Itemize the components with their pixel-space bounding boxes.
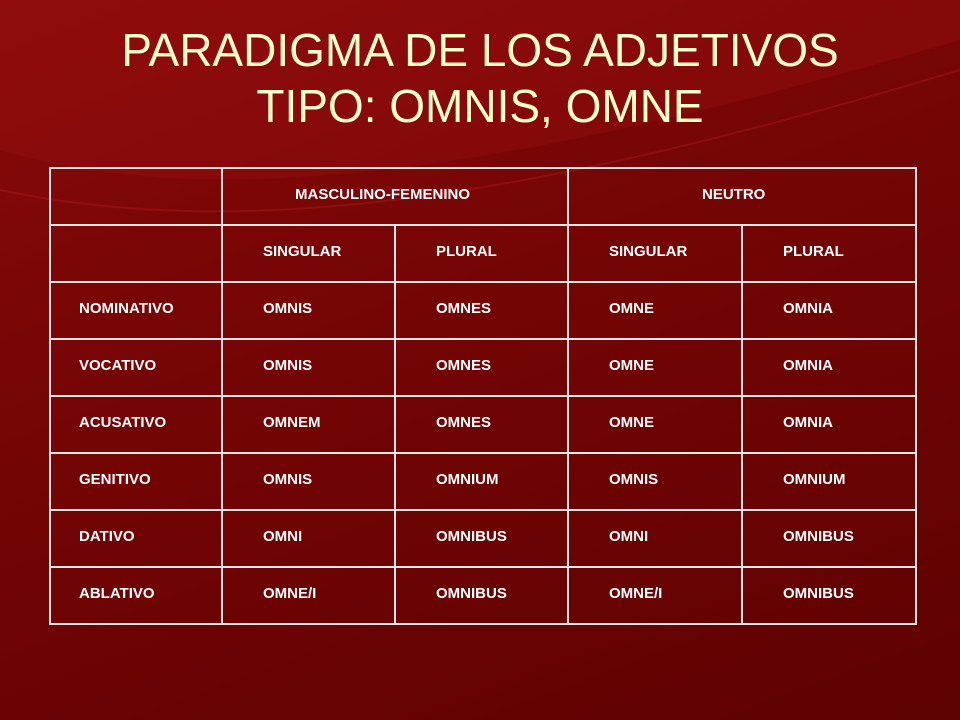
table-row: [50, 510, 916, 567]
table-cell: OMNI: [222, 510, 395, 567]
table-cell: OMNE/I: [222, 567, 395, 624]
table-cell: OMNIA: [742, 396, 916, 453]
page-title: [0, 22, 960, 134]
table-row: [50, 453, 916, 510]
table-cell: OMNIBUS: [742, 510, 916, 567]
adjective-paradigm-table: [49, 167, 917, 625]
table-cell: OMNE: [568, 339, 742, 396]
table-cell: OMNE/I: [568, 567, 742, 624]
case-label: ABLATIVO: [50, 567, 222, 624]
title-line-2: TIPO: OMNIS, OMNE: [256, 80, 704, 132]
table-cell: OMNIUM: [395, 453, 568, 510]
table-cell: OMNIBUS: [395, 567, 568, 624]
table-cell: OMNIS: [222, 339, 395, 396]
table-cell: OMNIA: [742, 339, 916, 396]
table-row: [50, 339, 916, 396]
number-header-plural: PLURAL: [395, 225, 568, 282]
table-row: [50, 396, 916, 453]
table-cell: OMNI: [568, 510, 742, 567]
table-cell: OMNE: [568, 396, 742, 453]
table-cell: OMNES: [395, 282, 568, 339]
group-header-masculino-femenino: MASCULINO-FEMENINO: [222, 168, 568, 225]
table-cell: OMNEM: [222, 396, 395, 453]
number-header-plural: PLURAL: [742, 225, 916, 282]
table-cell: OMNE: [568, 282, 742, 339]
case-label: GENITIVO: [50, 453, 222, 510]
case-label: VOCATIVO: [50, 339, 222, 396]
table-header-row-groups: [50, 168, 916, 225]
number-header-singular: SINGULAR: [568, 225, 742, 282]
table-cell: OMNIS: [568, 453, 742, 510]
table-cell: OMNES: [395, 396, 568, 453]
table-cell: OMNIA: [742, 282, 916, 339]
table-row: [50, 282, 916, 339]
table-cell: OMNES: [395, 339, 568, 396]
table-corner-cell: [50, 168, 222, 225]
table-cell: OMNIS: [222, 282, 395, 339]
table-cell: OMNIBUS: [395, 510, 568, 567]
number-header-singular: SINGULAR: [222, 225, 395, 282]
case-label: ACUSATIVO: [50, 396, 222, 453]
title-line-1: PARADIGMA DE LOS ADJETIVOS: [121, 24, 839, 76]
table-row: [50, 567, 916, 624]
table-corner-cell: [50, 225, 222, 282]
table-header-row-numbers: [50, 225, 916, 282]
table-cell: OMNIUM: [742, 453, 916, 510]
table-cell: OMNIS: [222, 453, 395, 510]
case-label: NOMINATIVO: [50, 282, 222, 339]
table-cell: OMNIBUS: [742, 567, 916, 624]
case-label: DATIVO: [50, 510, 222, 567]
group-header-neutro: NEUTRO: [568, 168, 916, 225]
